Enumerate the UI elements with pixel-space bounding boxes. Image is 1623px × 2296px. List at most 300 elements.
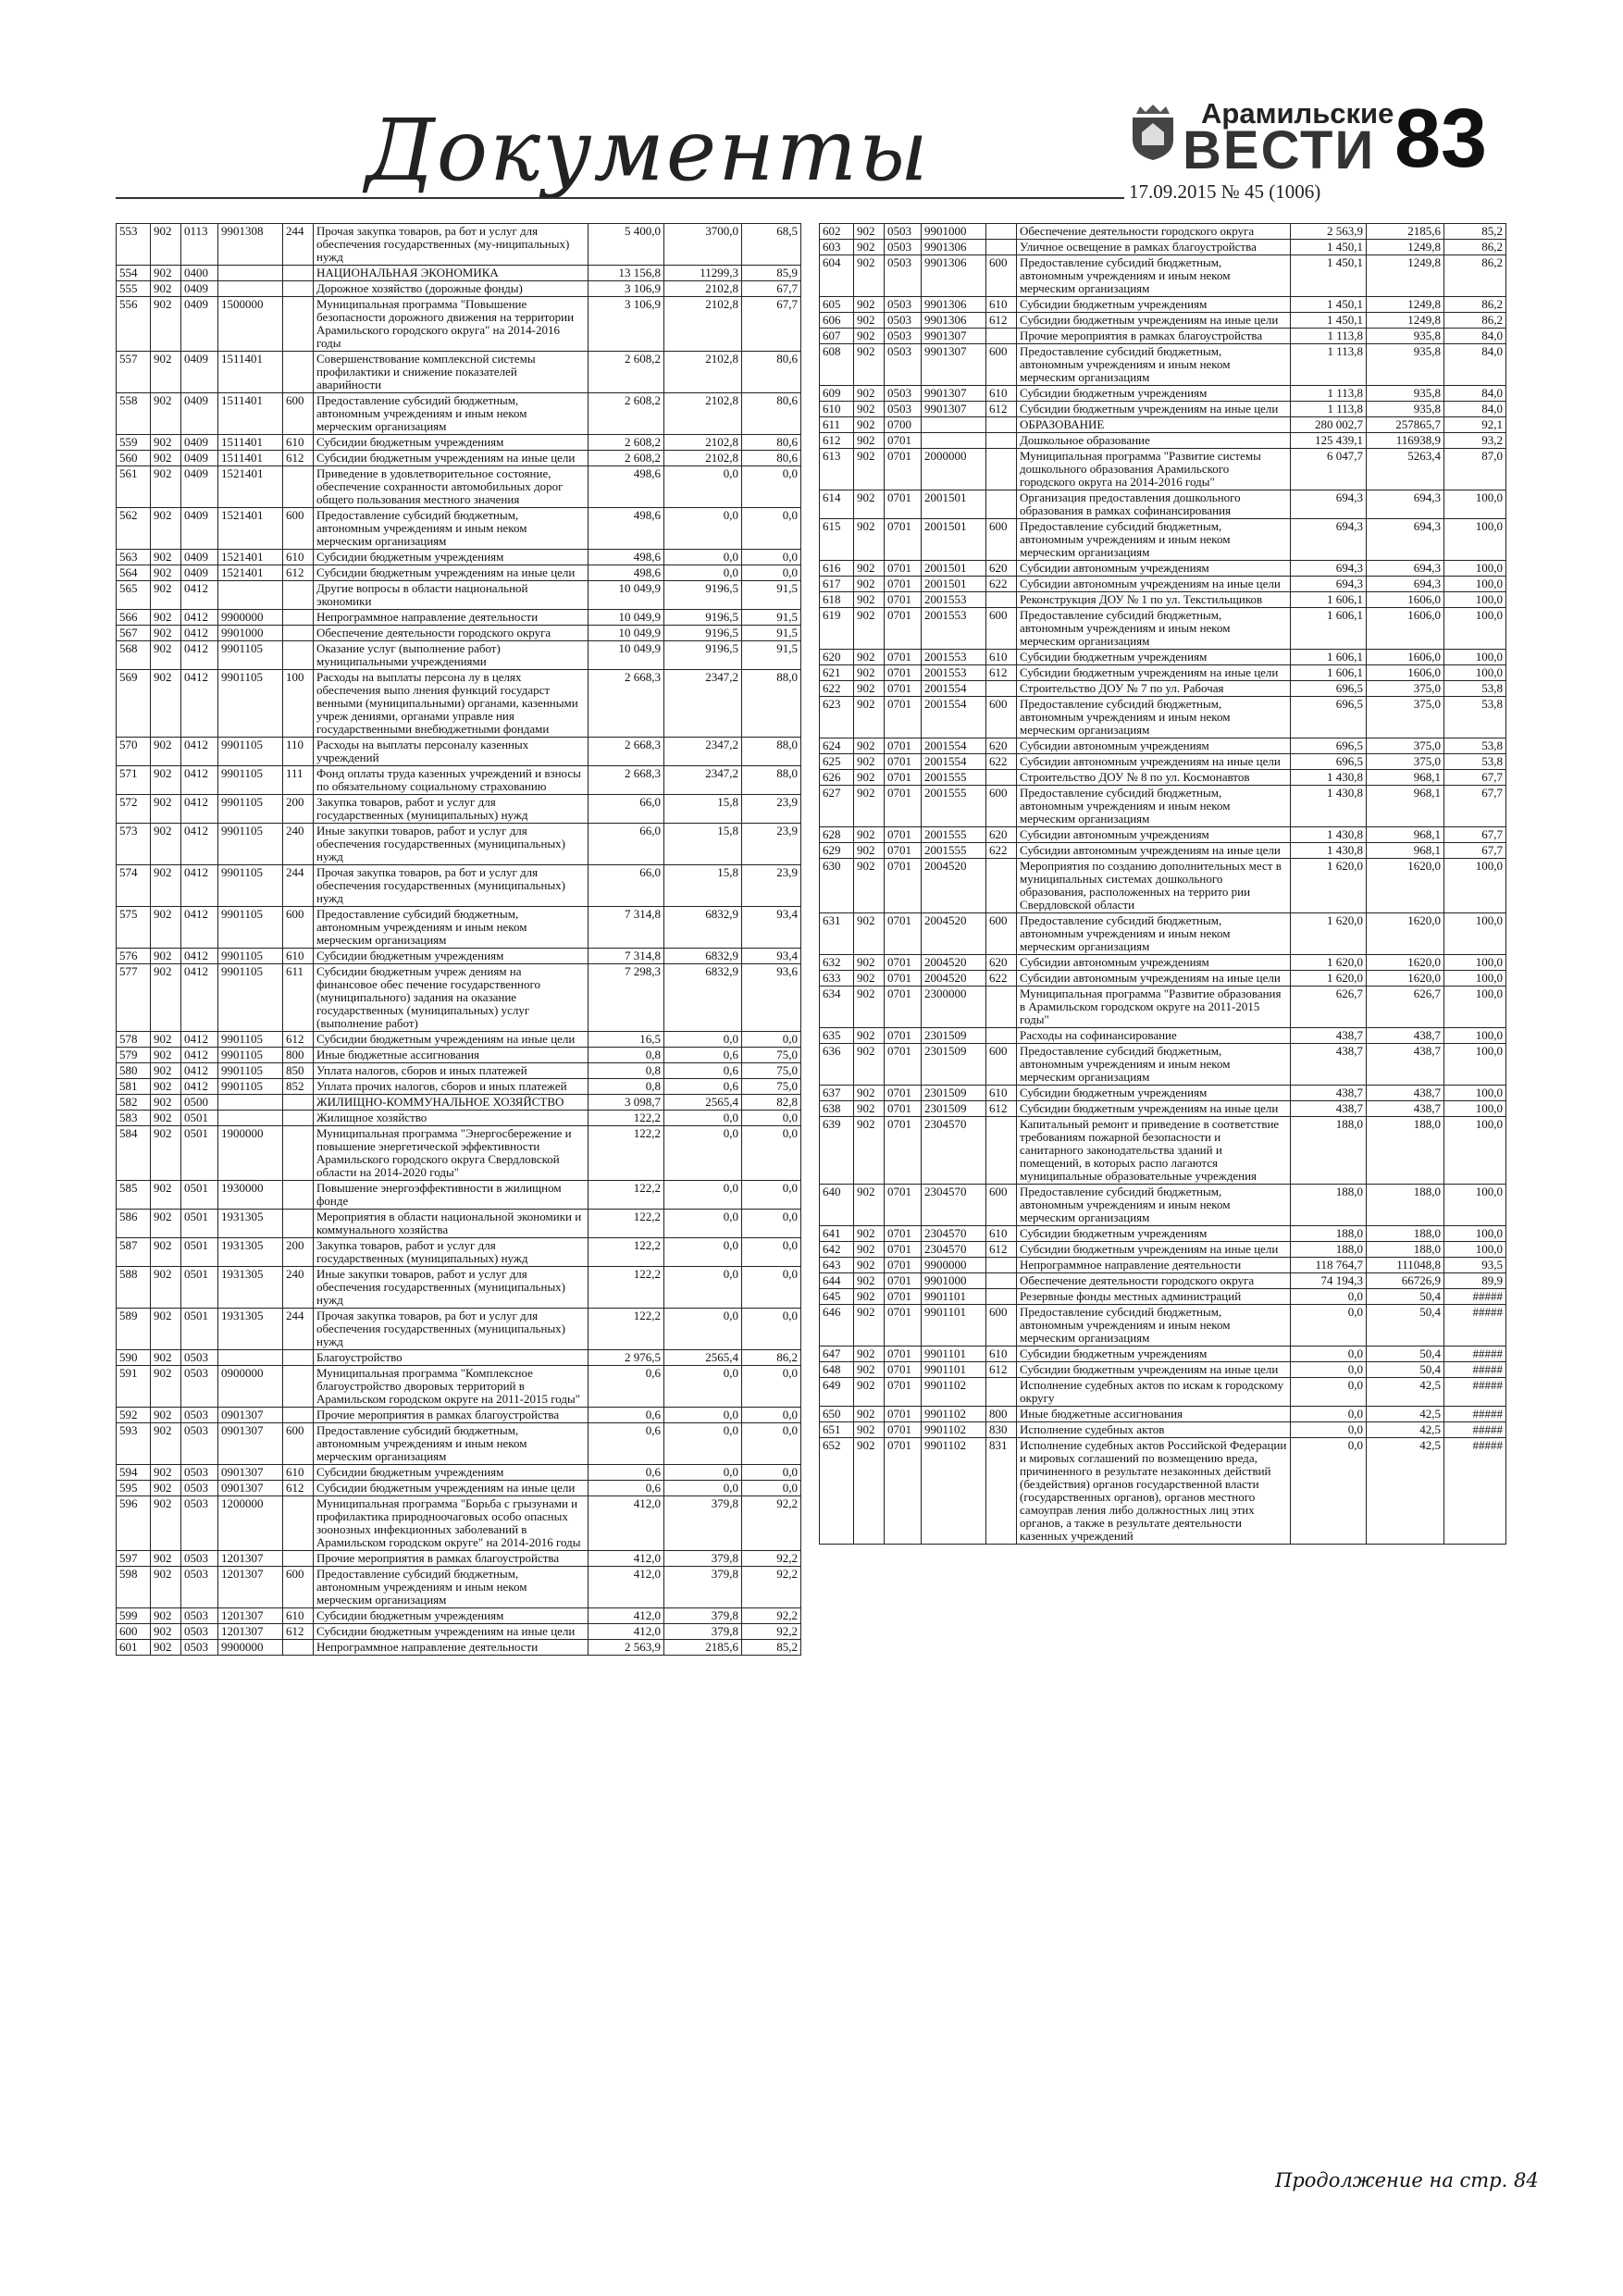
percent-cell: 100,0 (1444, 577, 1506, 592)
planned-cell: 1 450,1 (1291, 313, 1367, 329)
percent-cell: 0,0 (742, 1408, 801, 1423)
executed-cell: 9196,5 (664, 610, 742, 626)
row-number-cell: 567 (117, 626, 151, 641)
description-cell: Предоставление субсидий бюджетным, автономным учреждениям и иным неком мерческим организациям (1017, 608, 1291, 650)
description-cell: Субсидии бюджетным учреждениям (314, 1608, 588, 1624)
executed-cell: 188,0 (1367, 1242, 1444, 1258)
row-number-cell: 602 (820, 224, 854, 240)
executed-cell: 42,5 (1367, 1438, 1444, 1545)
ministry-code-cell: 902 (854, 665, 885, 681)
row-number-cell: 638 (820, 1101, 854, 1117)
row-number-cell: 626 (820, 770, 854, 786)
executed-cell: 9196,5 (664, 626, 742, 641)
planned-cell: 3 098,7 (588, 1095, 664, 1111)
description-cell: Фонд оплаты труда казенных учреждений и взносы по обязательному социальному страхованию (314, 766, 588, 795)
description-cell: Благоустройство (314, 1350, 588, 1366)
table-row (117, 451, 801, 466)
row-number-cell: 617 (820, 577, 854, 592)
percent-cell: 100,0 (1444, 1242, 1506, 1258)
section-code-cell: 0409 (181, 352, 218, 393)
row-number-cell: 582 (117, 1095, 151, 1111)
percent-cell: 92,2 (742, 1496, 801, 1551)
expense-type-cell (283, 281, 314, 297)
ministry-code-cell: 902 (151, 550, 181, 565)
planned-cell: 13 156,8 (588, 266, 664, 281)
planned-cell: 1 430,8 (1291, 786, 1367, 827)
target-code-cell: 9901000 (218, 626, 283, 641)
target-code-cell: 1931305 (218, 1238, 283, 1267)
section-code-cell: 0701 (885, 1305, 922, 1347)
section-code-cell: 0701 (885, 1422, 922, 1438)
target-code-cell: 2004520 (922, 955, 986, 971)
table-row (820, 738, 1506, 754)
planned-cell: 66,0 (588, 824, 664, 865)
ministry-code-cell: 902 (854, 255, 885, 297)
table-row (820, 1028, 1506, 1044)
executed-cell: 111048,8 (1367, 1258, 1444, 1273)
row-number-cell: 615 (820, 519, 854, 561)
ministry-code-cell: 902 (151, 1267, 181, 1309)
ministry-code-cell: 902 (151, 1465, 181, 1481)
planned-cell: 1 113,8 (1291, 402, 1367, 417)
ministry-code-cell: 902 (151, 641, 181, 670)
section-code-cell: 0701 (885, 577, 922, 592)
planned-cell: 125 439,1 (1291, 433, 1367, 449)
ministry-code-cell: 902 (151, 565, 181, 581)
table-row (820, 843, 1506, 859)
percent-cell: 85,2 (1444, 224, 1506, 240)
row-number-cell: 585 (117, 1181, 151, 1210)
ministry-code-cell: 902 (854, 1226, 885, 1242)
ministry-code-cell: 902 (854, 1086, 885, 1101)
ministry-code-cell: 902 (151, 466, 181, 508)
description-cell: Другие вопросы в области национальной экономики (314, 581, 588, 610)
table-row (820, 1305, 1506, 1347)
target-code-cell (218, 281, 283, 297)
planned-cell: 74 194,3 (1291, 1273, 1367, 1289)
table-row (820, 1101, 1506, 1117)
executed-cell: 2347,2 (664, 738, 742, 766)
description-cell: Субсидии автономным учреждениям на иные цели (1017, 843, 1291, 859)
expense-type-cell: 600 (986, 1305, 1017, 1347)
row-number-cell: 560 (117, 451, 151, 466)
target-code-cell: 1511401 (218, 393, 283, 435)
target-code-cell: 1201307 (218, 1624, 283, 1640)
percent-cell: 100,0 (1444, 987, 1506, 1028)
row-number-cell: 571 (117, 766, 151, 795)
percent-cell: 91,5 (742, 610, 801, 626)
description-cell: Предоставление субсидий бюджетным, автономным учреждениям и иным неком мерческим организациям (1017, 1044, 1291, 1086)
section-code-cell: 0503 (181, 1481, 218, 1496)
continuation-note: Продолжение на стр. 84 (1275, 2169, 1539, 2191)
section-code-cell: 0503 (181, 1496, 218, 1551)
table-row (820, 913, 1506, 955)
table-row (820, 386, 1506, 402)
percent-cell: 100,0 (1444, 650, 1506, 665)
row-number-cell: 648 (820, 1362, 854, 1378)
percent-cell: 92,2 (742, 1624, 801, 1640)
description-cell: Субсидии бюджетным учреждениям на иные цели (314, 1481, 588, 1496)
planned-cell: 696,5 (1291, 697, 1367, 738)
target-code-cell: 1931305 (218, 1267, 283, 1309)
table-row (820, 697, 1506, 738)
row-number-cell: 594 (117, 1465, 151, 1481)
row-number-cell: 590 (117, 1350, 151, 1366)
ministry-code-cell: 902 (151, 949, 181, 964)
ministry-code-cell: 902 (151, 1551, 181, 1567)
section-code-cell: 0701 (885, 827, 922, 843)
description-cell: Исполнение судебных актов Российской Федерации и мировых соглашений по возмещению вреда, причиненного в результате незаконных действий (бездействия) органов государственной власти (государственных органов), органов местного самоуправ ления либо должностных лиц этих органов, а также в результате деятельности казенных учреждений (1017, 1438, 1291, 1545)
planned-cell: 5 400,0 (588, 224, 664, 266)
description-cell: Прочие мероприятия в рамках благоустройства (1017, 329, 1291, 344)
table-row (117, 1567, 801, 1608)
description-cell: Прочая закупка товаров, ра бот и услуг для обеспечения государственных (муниципальных) нужд (314, 865, 588, 907)
executed-cell: 2565,4 (664, 1350, 742, 1366)
planned-cell: 122,2 (588, 1181, 664, 1210)
description-cell: Субсидии бюджетным учреждениям на иные цели (1017, 1101, 1291, 1117)
planned-cell: 0,0 (1291, 1289, 1367, 1305)
ministry-code-cell: 902 (151, 1079, 181, 1095)
ministry-code-cell: 902 (151, 1238, 181, 1267)
table-row (117, 581, 801, 610)
expense-type-cell: 612 (283, 565, 314, 581)
section-code-cell: 0501 (181, 1126, 218, 1181)
target-code-cell: 2304570 (922, 1242, 986, 1258)
planned-cell: 0,6 (588, 1423, 664, 1465)
planned-cell: 7 298,3 (588, 964, 664, 1032)
executed-cell: 1606,0 (1367, 650, 1444, 665)
ministry-code-cell: 902 (854, 681, 885, 697)
table-row (820, 1258, 1506, 1273)
planned-cell: 16,5 (588, 1032, 664, 1048)
expense-type-cell (986, 770, 1017, 786)
expense-type-cell: 622 (986, 754, 1017, 770)
expense-type-cell: 622 (986, 971, 1017, 987)
target-code-cell: 2301509 (922, 1101, 986, 1117)
planned-cell: 2 608,2 (588, 352, 664, 393)
row-number-cell: 650 (820, 1407, 854, 1422)
expense-type-cell: 610 (283, 1608, 314, 1624)
executed-cell: 15,8 (664, 865, 742, 907)
section-code-cell: 0500 (181, 1095, 218, 1111)
section-code-cell: 0503 (885, 402, 922, 417)
row-number-cell: 579 (117, 1048, 151, 1063)
expense-type-cell: 600 (986, 608, 1017, 650)
target-code-cell: 9901306 (922, 255, 986, 297)
target-code-cell: 9901105 (218, 641, 283, 670)
planned-cell: 2 563,9 (1291, 224, 1367, 240)
percent-cell: 88,0 (742, 738, 801, 766)
table-row (117, 1048, 801, 1063)
expense-type-cell (283, 626, 314, 641)
description-cell: Закупка товаров, работ и услуг для государственных (муниципальных) нужд (314, 795, 588, 824)
executed-cell: 0,0 (664, 565, 742, 581)
executed-cell: 5263,4 (1367, 449, 1444, 490)
row-number-cell: 631 (820, 913, 854, 955)
executed-cell: 379,8 (664, 1567, 742, 1608)
table-row (820, 1362, 1506, 1378)
row-number-cell: 587 (117, 1238, 151, 1267)
description-cell: Уличное освещение в рамках благоустройства (1017, 240, 1291, 255)
table-row (820, 1242, 1506, 1258)
description-cell: Субсидии бюджетным учреж дениям на финансовое обес печение государственного (муниципального) задания на оказание государственных (муниципальных) услуг (выполнение работ) (314, 964, 588, 1032)
planned-cell: 6 047,7 (1291, 449, 1367, 490)
row-number-cell: 644 (820, 1273, 854, 1289)
row-number-cell: 556 (117, 297, 151, 352)
section-code-cell: 0701 (885, 1258, 922, 1273)
executed-cell: 2347,2 (664, 670, 742, 738)
target-code-cell: 9901105 (218, 907, 283, 949)
ministry-code-cell: 902 (854, 1185, 885, 1226)
percent-cell: 67,7 (742, 297, 801, 352)
ministry-code-cell: 902 (151, 964, 181, 1032)
expense-type-cell: 600 (986, 519, 1017, 561)
section-code-cell: 0412 (181, 670, 218, 738)
table-row (117, 466, 801, 508)
target-code-cell: 2001553 (922, 608, 986, 650)
ministry-code-cell: 902 (151, 1496, 181, 1551)
target-code-cell: 9901105 (218, 1032, 283, 1048)
expense-type-cell: 240 (283, 824, 314, 865)
table-row (117, 508, 801, 550)
percent-cell: 100,0 (1444, 1086, 1506, 1101)
planned-cell: 188,0 (1291, 1226, 1367, 1242)
description-cell: Непрограммное направление деятельности (314, 610, 588, 626)
section-code-cell: 0503 (181, 1366, 218, 1408)
description-cell: Исполнение судебных актов по искам к городскому округу (1017, 1378, 1291, 1407)
description-cell: Закупка товаров, работ и услуг для государственных (муниципальных) нужд (314, 1238, 588, 1267)
target-code-cell (218, 1111, 283, 1126)
ministry-code-cell: 902 (854, 1242, 885, 1258)
section-code-cell: 0701 (885, 490, 922, 519)
percent-cell: 80,6 (742, 352, 801, 393)
percent-cell: 67,7 (742, 281, 801, 297)
percent-cell: 100,0 (1444, 955, 1506, 971)
ministry-code-cell: 902 (151, 1408, 181, 1423)
percent-cell: 93,5 (1444, 1258, 1506, 1273)
expense-type-cell: 610 (986, 1347, 1017, 1362)
target-code-cell: 1500000 (218, 297, 283, 352)
executed-cell: 0,0 (664, 1032, 742, 1048)
table-row (117, 1309, 801, 1350)
executed-cell: 626,7 (1367, 987, 1444, 1028)
planned-cell: 2 668,3 (588, 766, 664, 795)
planned-cell: 3 106,9 (588, 297, 664, 352)
target-code-cell: 2001501 (922, 490, 986, 519)
expense-type-cell: 200 (283, 795, 314, 824)
executed-cell: 1606,0 (1367, 665, 1444, 681)
expense-type-cell: 610 (986, 1226, 1017, 1242)
description-cell: Строительство ДОУ № 7 по ул. Рабочая (1017, 681, 1291, 697)
issue-info: 17.09.2015 № 45 (1006) (1129, 180, 1321, 203)
table-row (117, 352, 801, 393)
executed-cell: 935,8 (1367, 329, 1444, 344)
table-row (820, 344, 1506, 386)
percent-cell: 86,2 (1444, 297, 1506, 313)
target-code-cell: 2001554 (922, 754, 986, 770)
city-crest-icon (1129, 105, 1177, 162)
target-code-cell: 2001554 (922, 681, 986, 697)
section-code-cell: 0701 (885, 665, 922, 681)
row-number-cell: 600 (117, 1624, 151, 1640)
table-row (820, 313, 1506, 329)
executed-cell: 1620,0 (1367, 971, 1444, 987)
expense-type-cell: 610 (283, 435, 314, 451)
section-code-cell: 0701 (885, 561, 922, 577)
table-row (117, 1181, 801, 1210)
table-row (820, 1086, 1506, 1101)
description-cell: Обеспечение деятельности городского округа (1017, 224, 1291, 240)
planned-cell: 188,0 (1291, 1117, 1367, 1185)
table-row (820, 433, 1506, 449)
table-row (820, 987, 1506, 1028)
planned-cell: 696,5 (1291, 681, 1367, 697)
row-number-cell: 605 (820, 297, 854, 313)
section-code-cell: 0409 (181, 565, 218, 581)
ministry-code-cell: 902 (854, 1378, 885, 1407)
expense-type-cell (283, 266, 314, 281)
planned-cell: 694,3 (1291, 519, 1367, 561)
ministry-code-cell: 902 (151, 824, 181, 865)
description-cell: Непрограммное направление деятельности (1017, 1258, 1291, 1273)
section-code-cell: 0412 (181, 766, 218, 795)
row-number-cell: 591 (117, 1366, 151, 1408)
executed-cell: 0,6 (664, 1048, 742, 1063)
expense-type-cell (986, 1378, 1017, 1407)
table-row (117, 550, 801, 565)
ministry-code-cell: 902 (151, 1048, 181, 1063)
row-number-cell: 625 (820, 754, 854, 770)
section-code-cell: 0412 (181, 795, 218, 824)
ministry-code-cell: 902 (854, 1362, 885, 1378)
executed-cell: 6832,9 (664, 964, 742, 1032)
ministry-code-cell: 902 (854, 577, 885, 592)
row-number-cell: 562 (117, 508, 151, 550)
expense-type-cell (986, 433, 1017, 449)
row-number-cell: 572 (117, 795, 151, 824)
executed-cell: 50,4 (1367, 1362, 1444, 1378)
table-row (117, 1640, 801, 1656)
target-code-cell: 9901307 (922, 386, 986, 402)
executed-cell: 50,4 (1367, 1347, 1444, 1362)
row-number-cell: 639 (820, 1117, 854, 1185)
row-number-cell: 642 (820, 1242, 854, 1258)
expense-type-cell: 622 (986, 843, 1017, 859)
executed-cell: 375,0 (1367, 754, 1444, 770)
ministry-code-cell: 902 (151, 1095, 181, 1111)
expense-type-cell (986, 1273, 1017, 1289)
expense-type-cell (283, 1095, 314, 1111)
ministry-code-cell: 902 (151, 393, 181, 435)
planned-cell: 280 002,7 (1291, 417, 1367, 433)
planned-cell: 0,0 (1291, 1305, 1367, 1347)
description-cell: Муниципальная программа "Развитие системы дошкольного образования Арамильского городского округа на 2014-2016 годы" (1017, 449, 1291, 490)
table-row (820, 402, 1506, 417)
percent-cell: 100,0 (1444, 913, 1506, 955)
target-code-cell: 1201307 (218, 1551, 283, 1567)
description-cell: Иные закупки товаров, работ и услуг для обеспечения государственных (муниципальных) нужд (314, 824, 588, 865)
section-code-cell: 0701 (885, 449, 922, 490)
percent-cell: 100,0 (1444, 490, 1506, 519)
expense-type-cell: 800 (283, 1048, 314, 1063)
expense-type-cell: 610 (283, 1465, 314, 1481)
percent-cell: 0,0 (742, 1032, 801, 1048)
target-code-cell: 9901102 (922, 1378, 986, 1407)
table-row (820, 1044, 1506, 1086)
description-cell: Прочая закупка товаров, ра бот и услуг для обеспечения государственных (му-ниципальных) нужд (314, 224, 588, 266)
description-cell: Строительство ДОУ № 8 по ул. Космонавтов (1017, 770, 1291, 786)
executed-cell: 0,0 (664, 1238, 742, 1267)
expense-type-cell: 831 (986, 1438, 1017, 1545)
table-row (820, 754, 1506, 770)
section-code-cell: 0701 (885, 519, 922, 561)
ministry-code-cell: 902 (854, 1028, 885, 1044)
ministry-code-cell: 902 (151, 1032, 181, 1048)
description-cell: ОБРАЗОВАНИЕ (1017, 417, 1291, 433)
planned-cell: 1 606,1 (1291, 608, 1367, 650)
target-code-cell: 0901307 (218, 1423, 283, 1465)
ministry-code-cell: 902 (854, 754, 885, 770)
section-code-cell: 0412 (181, 610, 218, 626)
ministry-code-cell: 902 (151, 1567, 181, 1608)
description-cell: Предоставление субсидий бюджетным, автономным учреждениям и иным неком мерческим организациям (1017, 344, 1291, 386)
row-number-cell: 649 (820, 1378, 854, 1407)
expense-type-cell (283, 641, 314, 670)
percent-cell: 23,9 (742, 795, 801, 824)
section-code-cell: 0412 (181, 626, 218, 641)
planned-cell: 0,6 (588, 1366, 664, 1408)
expense-type-cell: 612 (986, 1242, 1017, 1258)
row-number-cell: 620 (820, 650, 854, 665)
executed-cell: 0,0 (664, 1423, 742, 1465)
target-code-cell: 2301509 (922, 1086, 986, 1101)
section-code-cell: 0409 (181, 281, 218, 297)
executed-cell: 42,5 (1367, 1407, 1444, 1422)
percent-cell: 91,5 (742, 641, 801, 670)
ministry-code-cell: 902 (151, 451, 181, 466)
target-code-cell: 9901101 (922, 1305, 986, 1347)
table-row (117, 641, 801, 670)
description-cell: Субсидии бюджетным учреждениям на иные цели (1017, 402, 1291, 417)
planned-cell: 1 606,1 (1291, 592, 1367, 608)
planned-cell: 1 450,1 (1291, 255, 1367, 297)
description-cell: Предоставление субсидий бюджетным, автономным учреждениям и иным неком мерческим организациям (1017, 1305, 1291, 1347)
planned-cell: 122,2 (588, 1267, 664, 1309)
section-code-cell: 0701 (885, 1378, 922, 1407)
description-cell: Предоставление субсидий бюджетным, автономным учреждениям и иным неком мерческим организациям (314, 1423, 588, 1465)
planned-cell: 412,0 (588, 1551, 664, 1567)
ministry-code-cell: 902 (151, 297, 181, 352)
percent-cell: 100,0 (1444, 971, 1506, 987)
target-code-cell: 9901105 (218, 824, 283, 865)
row-number-cell: 643 (820, 1258, 854, 1273)
expense-type-cell: 620 (986, 738, 1017, 754)
executed-cell: 694,3 (1367, 519, 1444, 561)
target-code-cell: 1201307 (218, 1608, 283, 1624)
row-number-cell: 604 (820, 255, 854, 297)
planned-cell: 122,2 (588, 1126, 664, 1181)
target-code-cell: 1511401 (218, 451, 283, 466)
description-cell: Субсидии бюджетным учреждениям (314, 435, 588, 451)
row-number-cell: 633 (820, 971, 854, 987)
percent-cell: 0,0 (742, 508, 801, 550)
table-row (117, 266, 801, 281)
row-number-cell: 630 (820, 859, 854, 913)
table-row (117, 1481, 801, 1496)
description-cell: Совершенствование комплексной системы профилактики и снижение показателей аварийности (314, 352, 588, 393)
target-code-cell: 1201307 (218, 1567, 283, 1608)
executed-cell: 15,8 (664, 824, 742, 865)
